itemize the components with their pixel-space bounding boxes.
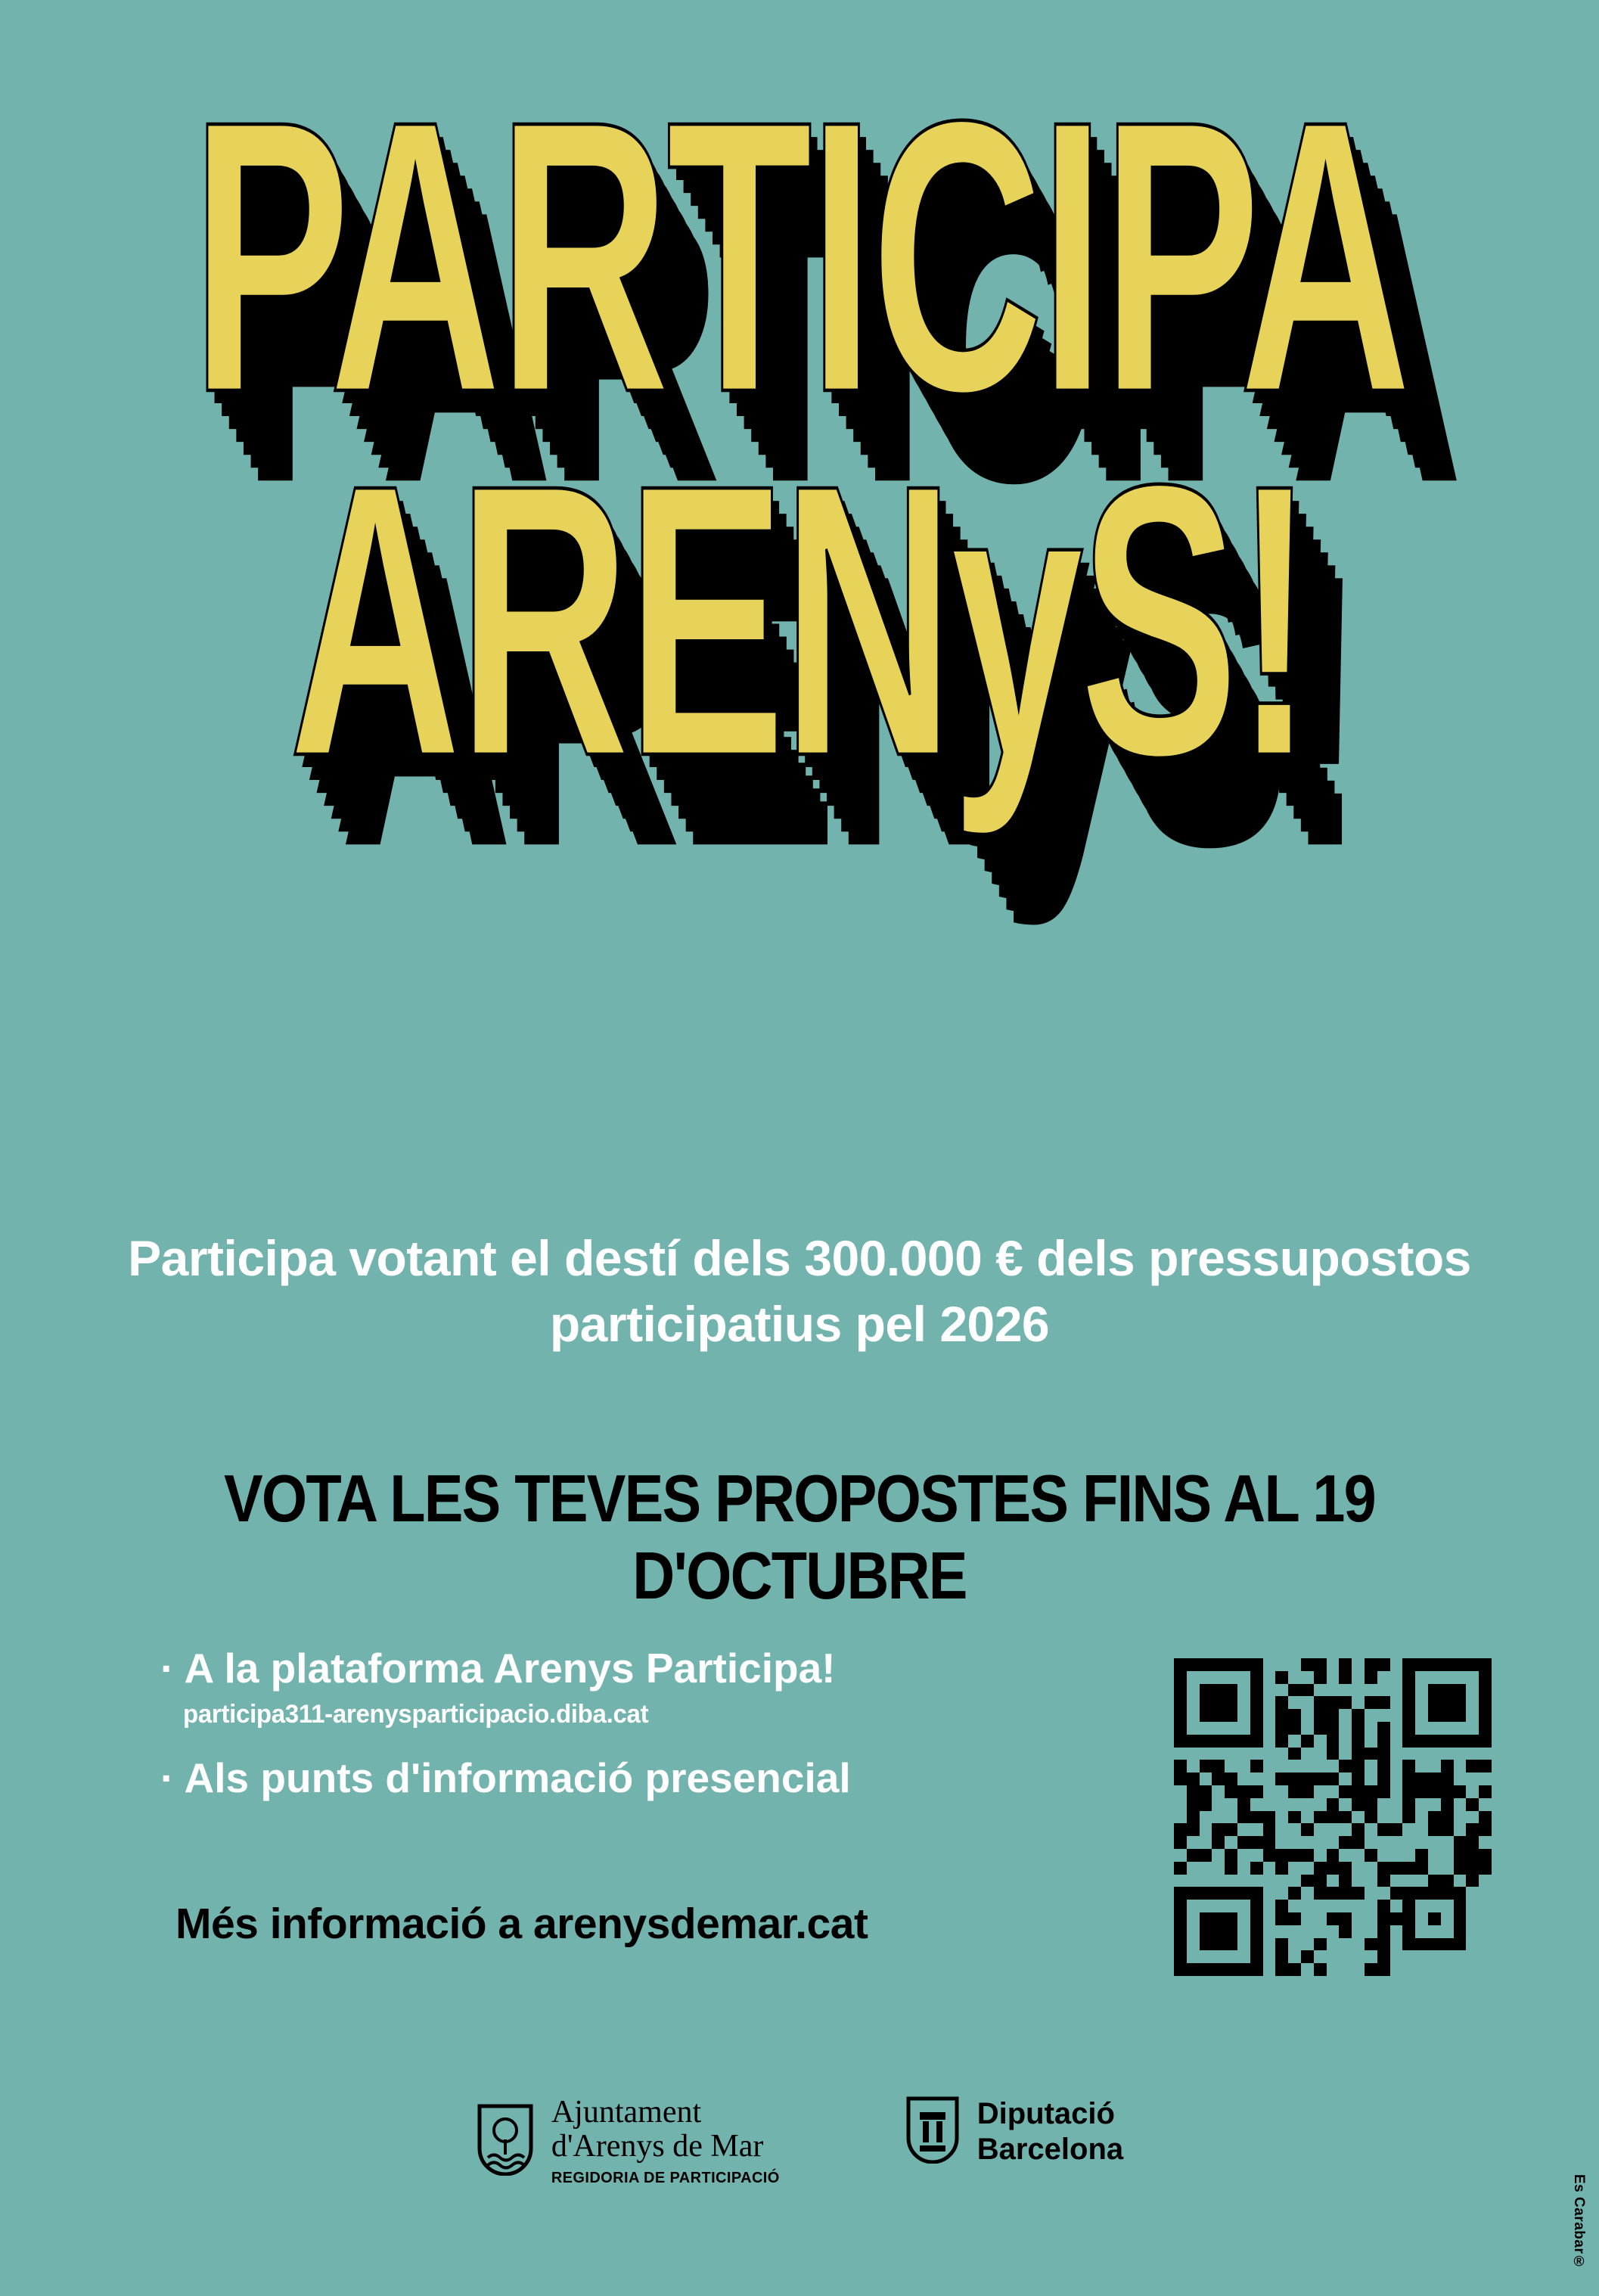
- logo-diputacio-line1: Diputació: [976, 2097, 1115, 2131]
- poster-footer: [0, 2096, 1599, 2187]
- info-item-presencial: · Als punts d'informació presencial: [160, 1754, 851, 1801]
- logo-ajuntament-subtitle: REGIDORIA DE PARTICIPACIÓ: [551, 2169, 780, 2186]
- logo-ajuntament-text: [551, 2096, 780, 2187]
- poster-info-list: [160, 1645, 1053, 1807]
- headline-line-2-lower: y: [950, 403, 1079, 837]
- poster-more-info[interactable]: Més informació a arenysdemar.cat: [175, 1900, 868, 1948]
- info-item-platform-url[interactable]: participa311-arenysparticipacio.diba.cat: [183, 1699, 649, 1729]
- headline-line-1: PARTICIPA: [191, 39, 1408, 473]
- designer-credit: Es Carabar®: [1571, 2174, 1587, 2270]
- logo-ajuntament-arenys-de-mar: [476, 2096, 780, 2187]
- headline-line-2-end: S!: [1079, 403, 1311, 837]
- qr-code[interactable]: [1174, 1658, 1492, 1976]
- logo-diputacio-barcelona: [905, 2096, 1123, 2167]
- poster-headline: [0, 39, 1599, 837]
- headline-line-2-upper: AREN: [288, 403, 951, 837]
- poster-subtitle: Participa votant el destí dels 300.000 € dels pressupostos participatius pel 2026: [128, 1230, 1471, 1353]
- arenys-crest-icon: [476, 2103, 535, 2179]
- qr-code-matrix: [1174, 1658, 1492, 1976]
- logo-ajuntament-line1: Ajuntament: [551, 2095, 702, 2130]
- poster-deadline: VOTA LES TEVES PROPOSTES FINS AL 19 D'OCTUBRE: [224, 1461, 1375, 1613]
- logo-ajuntament-line2: d'Arenys de Mar: [551, 2129, 764, 2164]
- logo-diputacio-line2: Barcelona: [976, 2132, 1124, 2166]
- headline-line-2: [32, 403, 1566, 837]
- info-item-platform: · A la plataforma Arenys Participa!: [160, 1645, 836, 1692]
- logo-diputacio-text: [977, 2096, 1123, 2167]
- diputacio-crest-icon: [905, 2096, 961, 2167]
